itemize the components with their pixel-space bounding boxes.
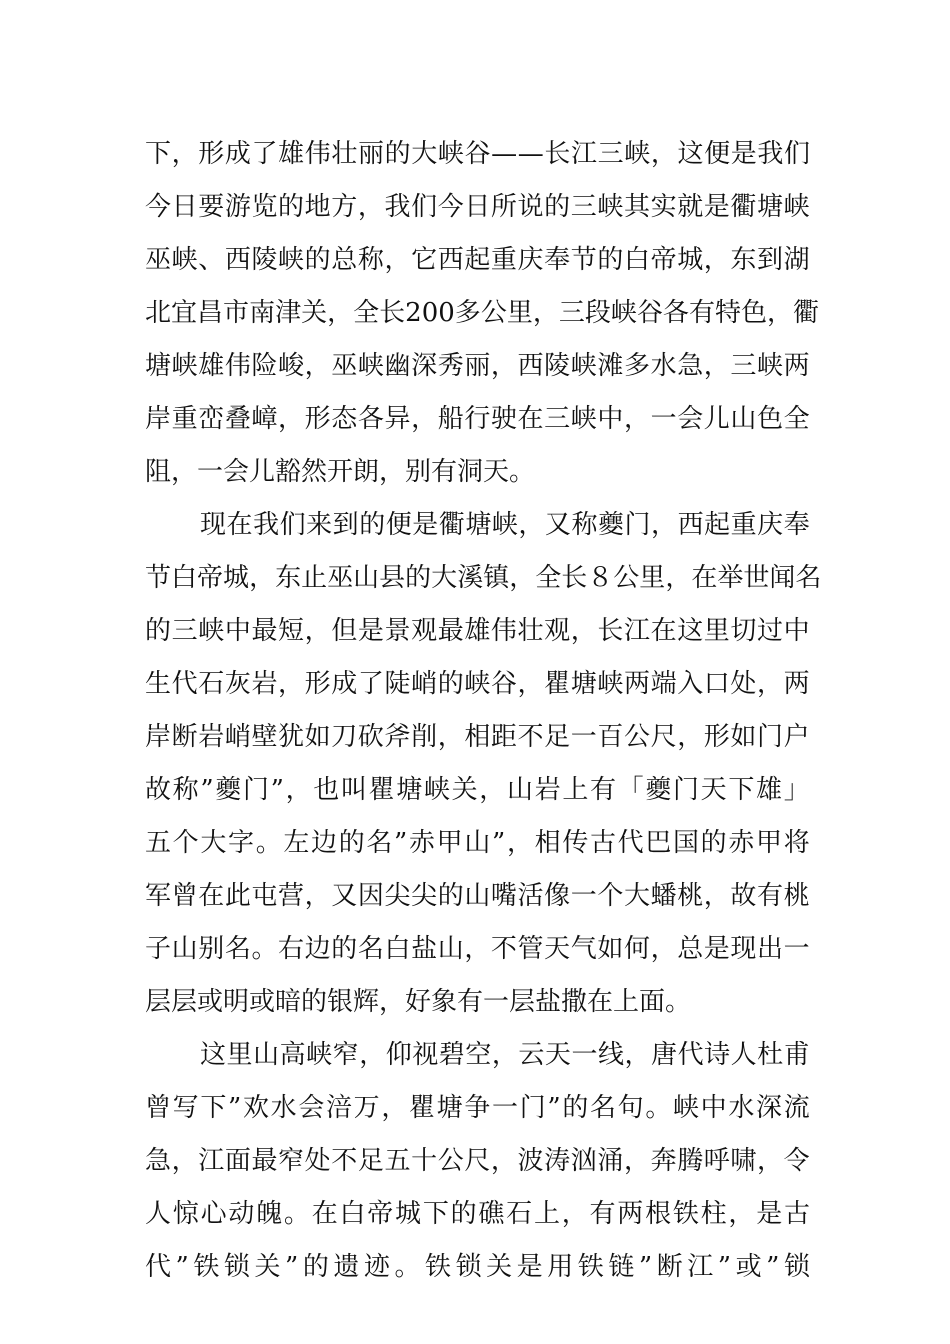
text-line: 五 个 大 字 。 左 边 的 名 ” 赤 甲 山 ” ， 相 传 古 代 巴 国 的 赤 甲 将 bbox=[145, 828, 810, 858]
text-line: 下 ， 形 成 了 雄 伟 壮 丽 的 大 峡 谷 — — 长 江 三 峡 ， 这 便 是 我 们 bbox=[145, 139, 810, 169]
text-line: 阻，一会儿豁然开朗，别有洞天。 bbox=[145, 457, 536, 487]
text-line: 节 白 帝 城 ， 东 止 巫 山 县 的 大 溪 镇 ， 全 长 ８ 公 里 ， 在 举 世 闻 名 bbox=[145, 563, 822, 593]
text-line: 人 惊 心 动 魄 。 在 白 帝 城 下 的 礁 石 上 ， 有 两 根 铁 柱 ， 是 古 bbox=[145, 1199, 810, 1229]
text-line: 层层或明或暗的银辉，好象有一层盐撒在上面。 bbox=[145, 987, 692, 1017]
text-line: 曾 写 下 ” 欢 水 会 涪 万 ， 瞿 塘 争 一 门 ” 的 名 句 。 峡 中 水 深 流 bbox=[145, 1093, 810, 1123]
text-line: 巫 峡 、 西 陵 峡 的 总 称 ， 它 西 起 重 庆 奉 节 的 白 帝 城 ， 东 到 湖 bbox=[145, 245, 810, 275]
text-line: 急 ， 江 面 最 窄 处 不 足 五 十 公 尺 ， 波 涛 汹 涌 ， 奔 腾 呼 啸 ， 令 bbox=[145, 1146, 810, 1176]
text-line: 现 在 我 们 来 到 的 便 是 衢 塘 峡 ， 又 称 夔 门 ， 西 起 重 庆 奉 bbox=[200, 510, 810, 540]
text-line: 岸 断 岩 峭 壁 犹 如 刀 砍 斧 削 ， 相 距 不 足 一 百 公 尺 ， 形 如 门 户 bbox=[145, 722, 810, 752]
text-line: 子 山 别 名 。 右 边 的 名 白 盐 山 ， 不 管 天 气 如 何 ， 总 是 现 出 一 bbox=[145, 934, 810, 964]
text-line: 的 三 峡 中 最 短 ， 但 是 景 观 最 雄 伟 壮 观 ， 长 江 在 这 里 切 过 中 bbox=[145, 616, 810, 646]
text-line: 生 代 石 灰 岩 ， 形 成 了 陡 峭 的 峡 谷 ， 瞿 塘 峡 两 端 入 口 处 ， 两 bbox=[145, 669, 810, 699]
text-line: 代 ” 铁 锁 关 ” 的 遗 迹 。 铁 锁 关 是 用 铁 链 ” 断 江 ” 或 ” 锁 bbox=[145, 1252, 810, 1282]
body-text bbox=[145, 128, 822, 1294]
text-line: 军 曾 在 此 屯 营 ， 又 因 尖 尖 的 山 嘴 活 像 一 个 大 蟠 桃 ， 故 有 桃 bbox=[145, 881, 810, 911]
text-line: 岸 重 峦 叠 嶂 ， 形 态 各 异 ， 船 行 驶 在 三 峡 中 ， 一 会 儿 山 色 全 bbox=[145, 404, 810, 434]
text-line: 故 称 ” 夔 门 ” ， 也 叫 瞿 塘 峡 关 ， 山 岩 上 有 「 夔 门 天 下 雄 」 bbox=[145, 775, 810, 805]
text-line: 这 里 山 高 峡 窄 ， 仰 视 碧 空 ， 云 天 一 线 ， 唐 代 诗 人 杜 甫 bbox=[200, 1040, 810, 1070]
text-line: 北 宜 昌 市 南 津 关 ， 全 长 200 多 公 里 ， 三 段 峡 谷 各 有 特 色 ， 衢 bbox=[145, 298, 820, 328]
text-line: 塘 峡 雄 伟 险 峻 ， 巫 峡 幽 深 秀 丽 ， 西 陵 峡 滩 多 水 急 ， 三 峡 两 bbox=[145, 351, 810, 381]
text-line: 今 日 要 游 览 的 地 方 ， 我 们 今 日 所 说 的 三 峡 其 实 就 是 衢 塘 峡 bbox=[145, 192, 810, 222]
